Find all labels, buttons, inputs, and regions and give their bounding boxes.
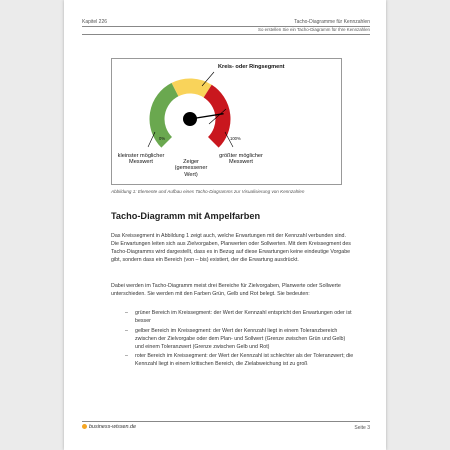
label-min-pct: 0% xyxy=(159,136,166,141)
label-max-pct: 100% xyxy=(230,136,241,141)
bullet-marker: – xyxy=(125,310,128,316)
gauge-hub xyxy=(183,112,197,126)
list-item xyxy=(111,309,355,325)
leader-min xyxy=(148,132,155,147)
gauge-segment-red xyxy=(208,91,223,142)
bullet-marker: – xyxy=(125,353,128,359)
section-heading: Tacho-Diagramm mit Ampelfarben xyxy=(111,211,261,221)
footer-rule xyxy=(82,421,370,422)
list-item-text: grüner Bereich im Kreissegment: der Wert der Kennzahl entspricht den Erwartungen oder ist besser xyxy=(135,310,352,324)
label-needle: Zeiger (gemessener Wert) xyxy=(174,159,208,178)
bullet-marker: – xyxy=(125,327,128,334)
document-page xyxy=(64,0,386,450)
label-max: größter möglicher Messwert xyxy=(219,153,263,166)
list-item-text: roter Bereich im Kreissegment: der Wert der Kennzahl ist schlechter als der Toleranzwert; die Kennzahl liegt in einem kritischen Bereich, die Zielabweichung ist zu groß xyxy=(135,353,354,367)
paragraph-1: Das Kreissegment in Abbildung 1 zeigt auch, welche Erwartungen mit der Kennzahl verbunden sind. Die Erwartungen leiten sich aus Zielvorgaben, Planwerten oder Sollwerten. Mit dem Kreissegment des Tacho-Diagramms wird dargestellt, dass es in Bezug auf diese Erwartungen keine eindeutige Vorgabe gibt, sondern dass ein Bereich (von – bis) existiert, der die Erwartung ausdrückt. xyxy=(111,233,351,263)
header-title: Tacho-Diagramme für Kennzahlen xyxy=(294,19,370,25)
logo-dot-icon xyxy=(82,424,87,429)
header-subtitle: So erstellen Sie ein Tacho-Diagramm für Ihre Kennzahlen xyxy=(258,27,370,32)
label-min: kleinster möglicher Messwert xyxy=(117,153,165,166)
bullet-list xyxy=(111,309,355,370)
footer-logo xyxy=(82,424,136,430)
footer-page-number: Seite 3 xyxy=(354,425,370,431)
label-segment: Kreis- oder Ringsegment xyxy=(218,64,285,70)
list-item xyxy=(111,327,355,351)
gauge-segment-green xyxy=(157,90,175,143)
gauge-segment-yellow xyxy=(175,86,208,91)
list-item-text: gelber Bereich im Kreissegment: der Wert der Kennzahl liegt in einem Toleranzbereich zwischen der Zielvorgabe oder dem Plan- und Sollwert (Grenze zwischen Grün und Gelb) und einem Toleranzwert (Grenze zwischen Gelb und Rot) xyxy=(135,327,346,350)
gauge-figure xyxy=(111,58,342,185)
footer-logo-text: business-wissen.de xyxy=(89,424,137,430)
figure-caption: Abbildung 1: Elemente und Aufbau eines Tacho-Diagramms zur Visualisierung von Kennzahlen xyxy=(111,189,305,194)
list-item xyxy=(111,352,355,368)
header-chapter: Kapitel 226 xyxy=(82,19,108,25)
paragraph-2: Dabei werden im Tacho-Diagramm meist drei Bereiche für Zielvorgaben, Planwerte oder Sollwerte unterschieden. Sie werden mit den Farben Grün, Gelb und Rot belegt. Sie bedeuten: xyxy=(111,283,341,297)
header-rule-lower xyxy=(82,34,370,35)
